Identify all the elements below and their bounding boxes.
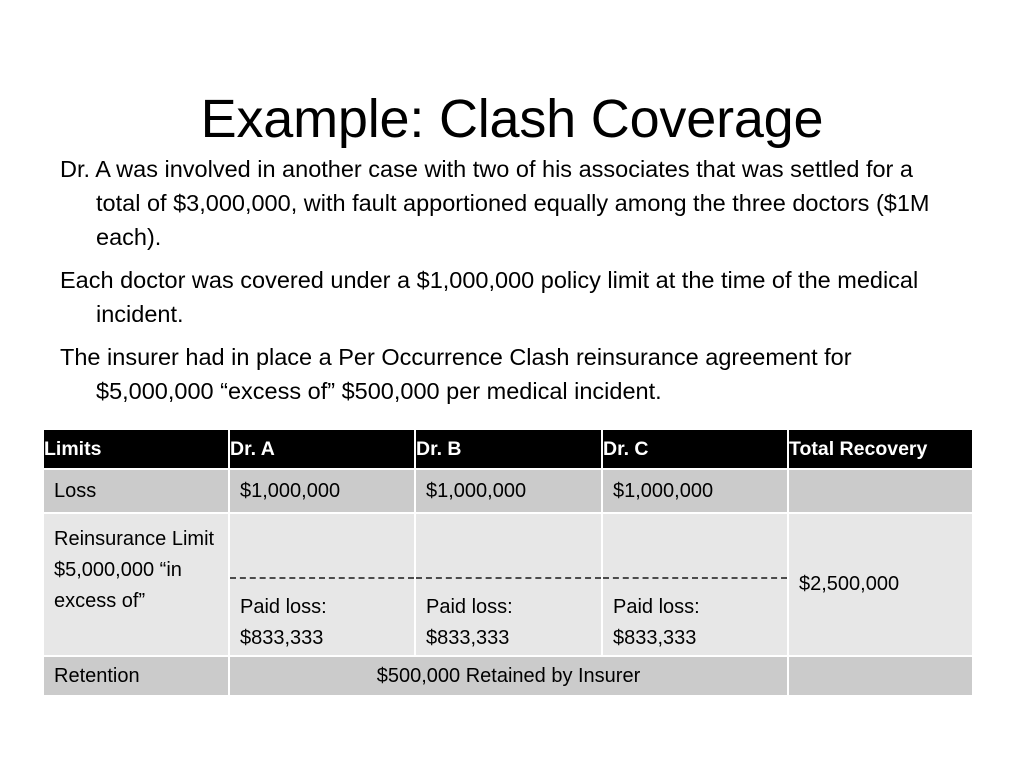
column-header-limits: Limits [43,429,229,469]
cell-loss-dr-c: $1,000,000 [602,469,788,513]
paid-loss-cell-dr-b [426,519,591,650]
body-text-block [60,152,960,417]
column-header-dr-b: Dr. B [415,429,602,469]
paid-loss-text-dr-a: Paid loss: $833,333 [240,596,327,649]
table-row-retention [43,656,973,696]
cell-retention-label: Retention [43,656,229,696]
cell-loss-total [788,469,973,513]
cell-reinsurance-dr-b [415,513,602,656]
paid-loss-text-dr-c: Paid loss: $833,333 [613,596,700,649]
column-header-total-recovery: Total Recovery [788,429,973,469]
body-paragraph-3: The insurer had in place a Per Occurrence Clash reinsurance agreement for $5,000,000 “excess of” $500,000 per medical incident. [60,344,852,404]
cell-loss-dr-a: $1,000,000 [229,469,415,513]
dashed-divider-icon [416,577,601,579]
cell-retention-span: $500,000 Retained by Insurer [229,656,788,696]
column-header-dr-c: Dr. C [602,429,788,469]
clash-coverage-table [42,428,974,697]
cell-retention-total [788,656,973,696]
cell-total-recovery-value: $2,500,000 [788,513,973,656]
cell-loss-dr-b: $1,000,000 [415,469,602,513]
table-row-reinsurance-limit [43,513,973,656]
page-title: Example: Clash Coverage [200,89,824,150]
cell-reinsurance-dr-c [602,513,788,656]
dashed-divider-icon [603,577,787,579]
body-paragraph-2: Each doctor was covered under a $1,000,000 policy limit at the time of the medical incident. [60,267,919,327]
table-row-loss [43,469,973,513]
dashed-divider-icon [230,577,414,579]
paid-loss-cell-dr-a [240,519,404,650]
cell-reinsurance-label: Reinsurance Limit $5,000,000 “in excess of” [43,513,229,656]
table-header-row [43,429,973,469]
body-paragraph-1: Dr. A was involved in another case with two of his associates that was settled for a total of $3,000,000, with fault apportioned equally among the three doctors ($1M each). [60,156,930,250]
paid-loss-cell-dr-c [613,519,777,650]
cell-loss-label: Loss [43,469,229,513]
cell-reinsurance-dr-a [229,513,415,656]
column-header-dr-a: Dr. A [229,429,415,469]
paid-loss-text-dr-b: Paid loss: $833,333 [426,596,513,649]
